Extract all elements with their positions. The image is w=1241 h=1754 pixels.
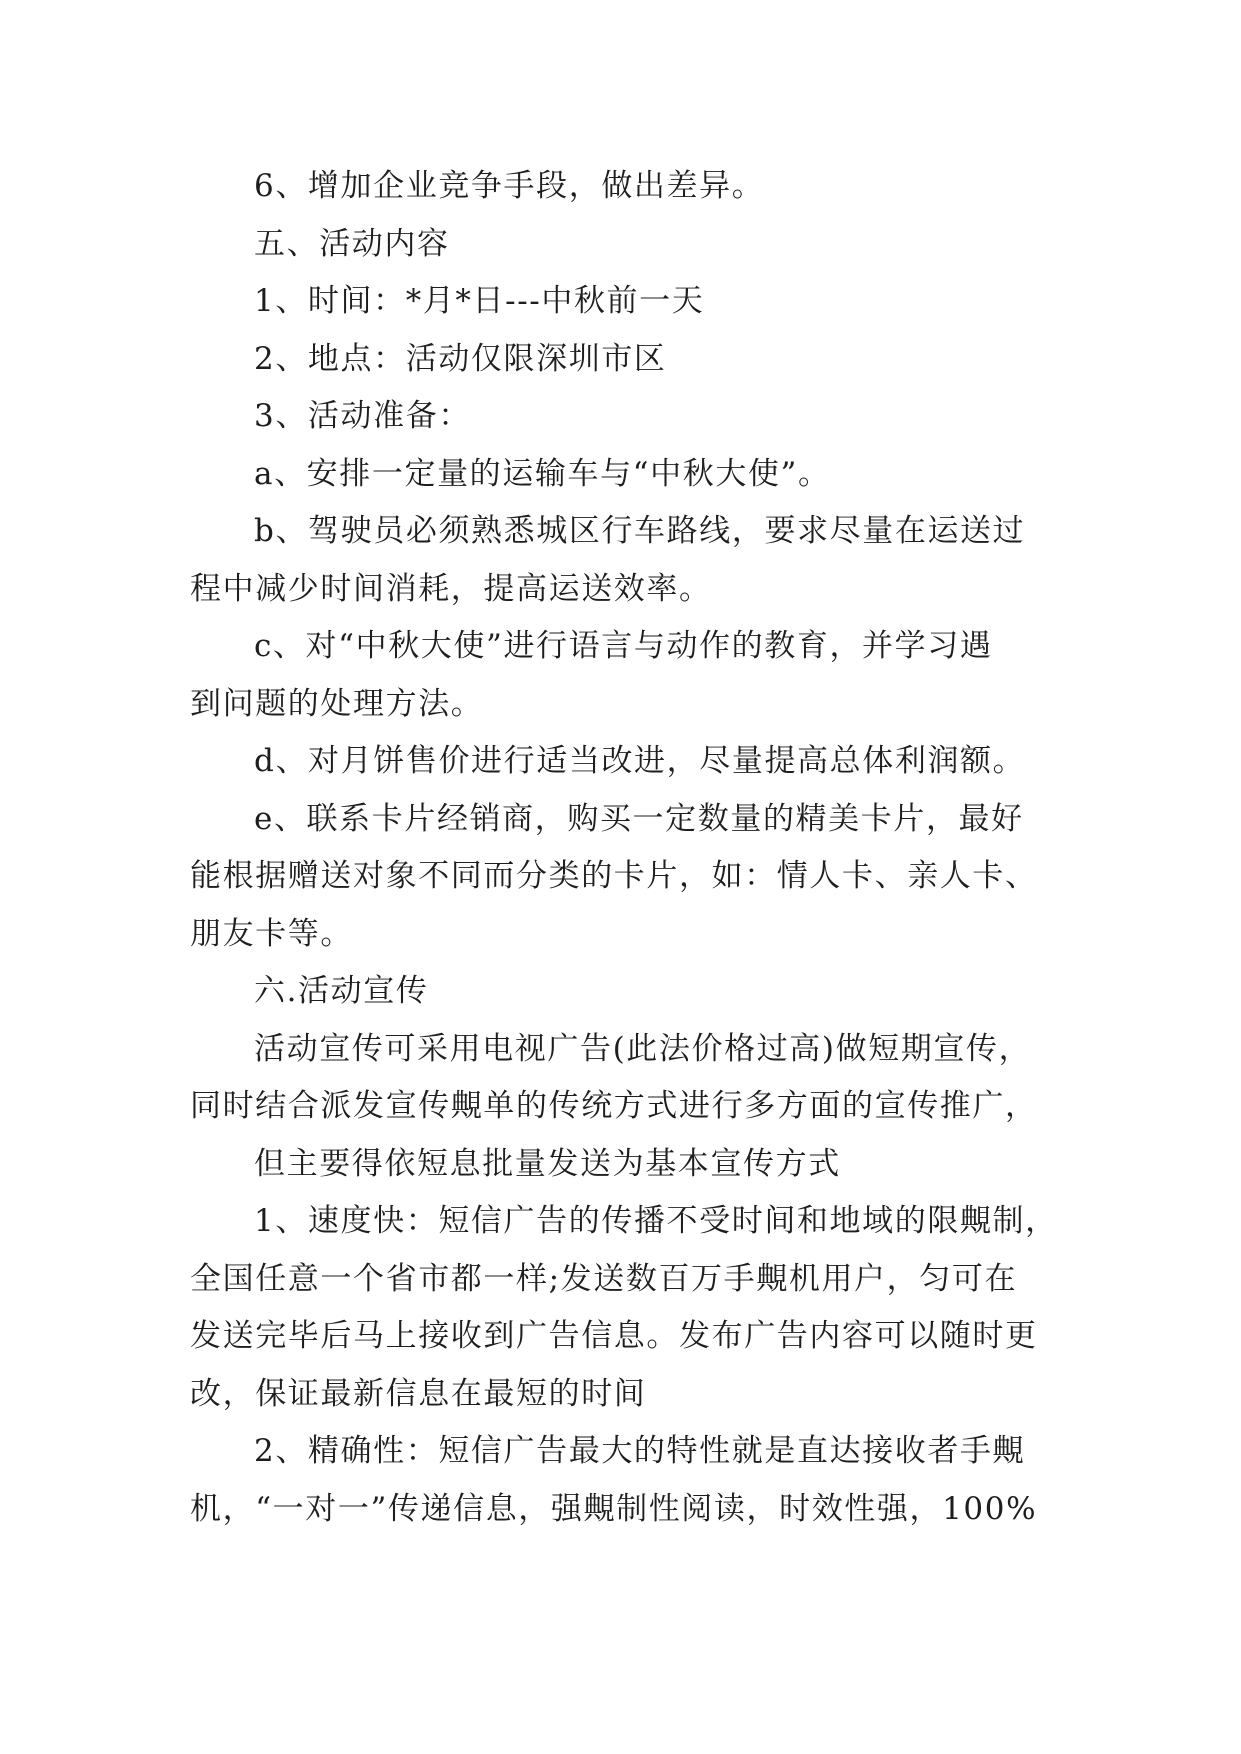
text-line: 到问题的处理方法。 bbox=[190, 685, 484, 722]
text-line: 活动宣传可采用电视广告(此法价格过高)做短期宣传， bbox=[254, 1030, 1032, 1067]
text-line: 机，“一对一”传递信息，强覥制性阅读，时效性强，100% bbox=[190, 1490, 1038, 1527]
text-line: 2、地点：活动仅限深圳市区 bbox=[254, 340, 667, 377]
text-line: 6、增加企业竞争手段，做出差异。 bbox=[254, 168, 765, 204]
text-line: a、安排一定量的运输车与“中秋大使”。 bbox=[254, 455, 831, 492]
text-line: 程中减少时间消耗，提高运送效率。 bbox=[190, 570, 712, 607]
text-line: b、驾驶员必须熟悉城区行车路线，要求尽量在运送过 bbox=[254, 513, 1026, 549]
text-line: 朋友卡等。 bbox=[190, 915, 353, 952]
text-line: d、对月饼售价进行适当改进，尽量提高总体利润额。 bbox=[254, 743, 1026, 779]
text-line: 能根据赠送对象不同而分类的卡片，如：情人卡、亲人卡、 bbox=[190, 858, 1038, 894]
text-line: 改，保证最新信息在最短的时间 bbox=[190, 1375, 647, 1412]
text-line: 全国任意一个省市都一样;发送数百万手覥机用户，匀可在 bbox=[190, 1260, 1018, 1297]
text-line: 但主要得依短息批量发送为基本宣传方式 bbox=[254, 1145, 841, 1182]
text-line: e、联系卡片经销商，购买一定数量的精美卡片，最好 bbox=[254, 800, 1024, 837]
section-heading: 五、活动内容 bbox=[254, 225, 450, 262]
document-body bbox=[190, 158, 1058, 1538]
text-line: 1、速度快：短信广告的传播不受时间和地域的限覥制， bbox=[254, 1203, 1058, 1239]
text-line: 2、精确性：短信广告最大的特性就是直达接收者手覥 bbox=[254, 1433, 1026, 1469]
text-line: 3、活动准备： bbox=[254, 398, 471, 434]
text-line: c、对“中秋大使”进行语言与动作的教育，并学习遇 bbox=[254, 628, 993, 664]
text-line: 1、时间：*月*日---中秋前一天 bbox=[254, 283, 705, 319]
text-line: 同时结合派发宣传覥单的传统方式进行多方面的宣传推广， bbox=[190, 1088, 1038, 1124]
text-line: 发送完毕后马上接收到广告信息。发布广告内容可以随时更 bbox=[190, 1318, 1038, 1354]
section-heading: 六.活动宣传 bbox=[254, 973, 429, 1009]
